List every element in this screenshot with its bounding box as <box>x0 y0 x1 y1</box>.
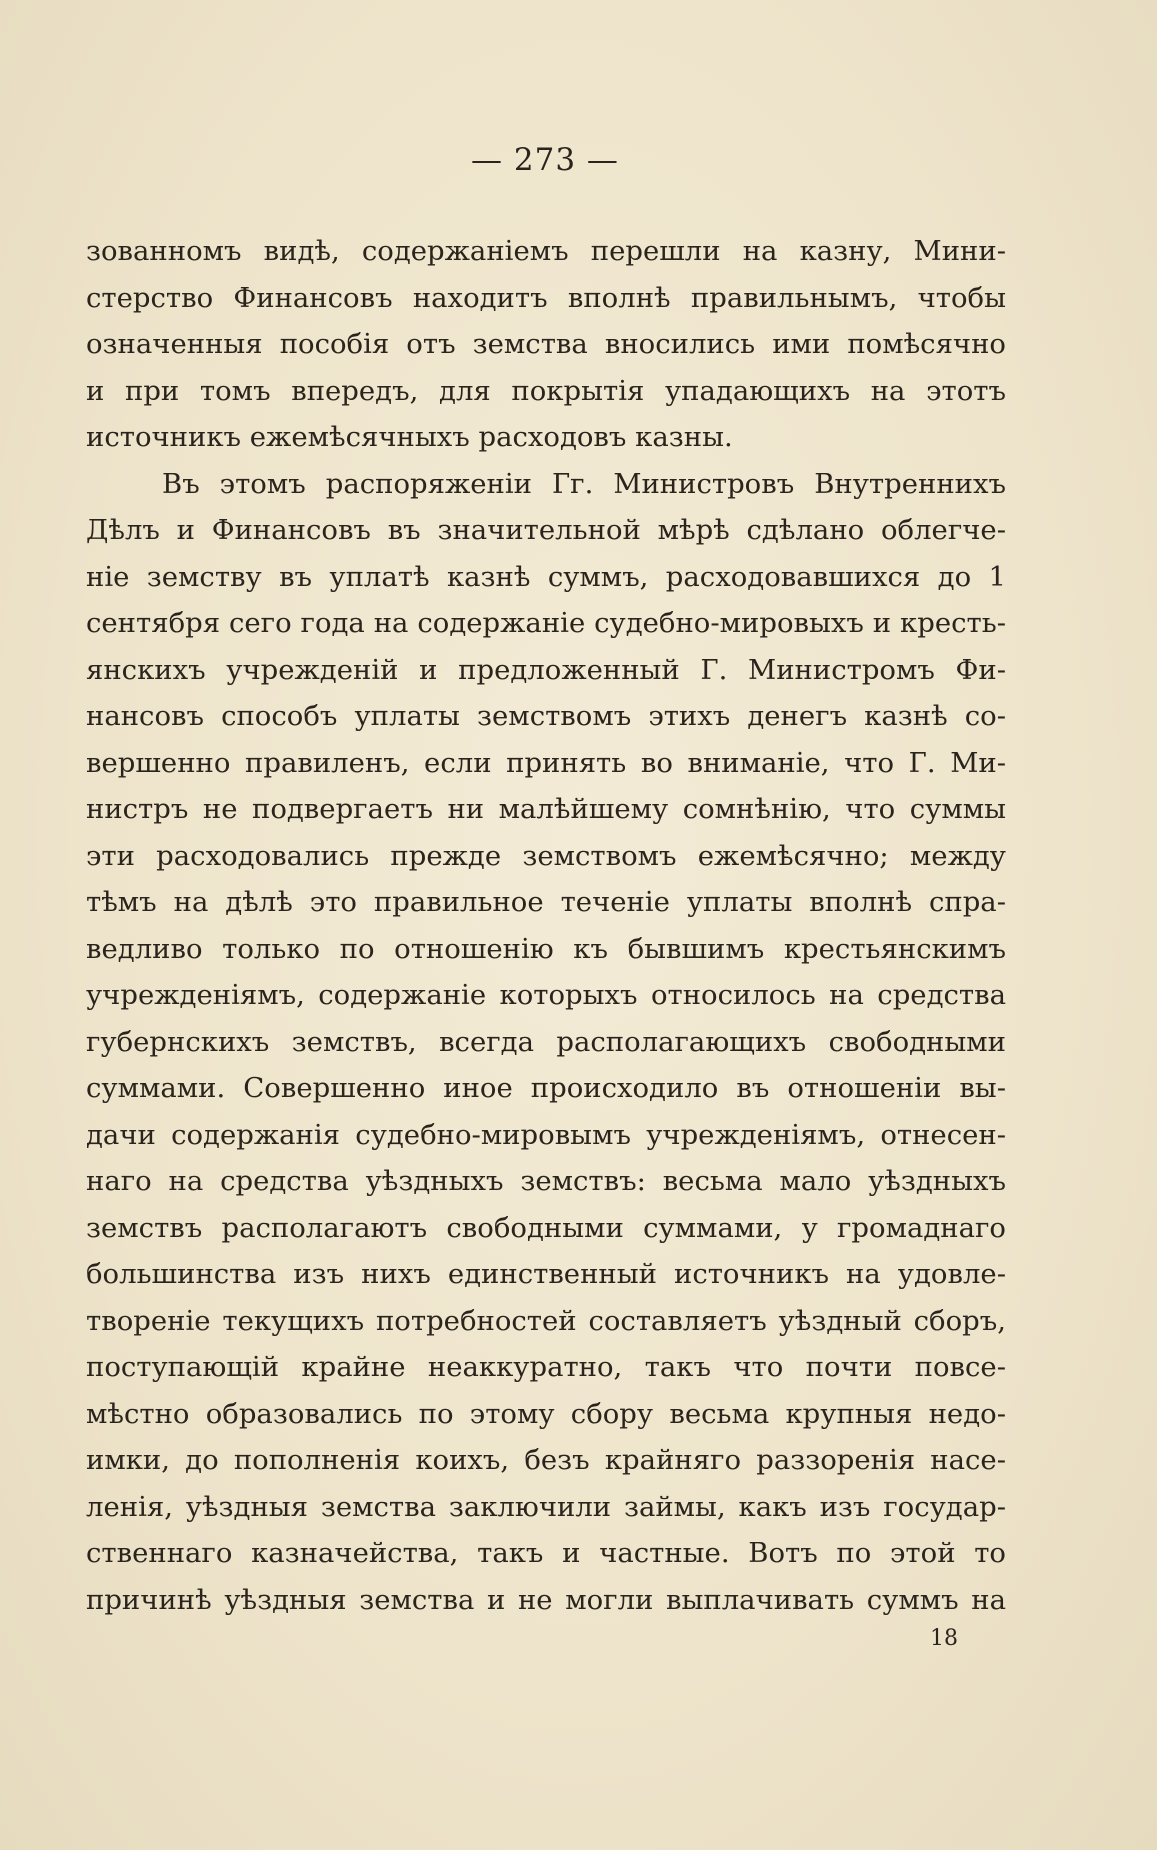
text-line: означенныя пособія отъ земства вносились ими помѣсячно <box>86 328 1006 360</box>
text-line: мѣстно образовались по этому сбору весьма крупныя недо- <box>86 1397 1006 1430</box>
text-line: дачи содержанія судебно-мировымъ учрежденіямъ, отнесен- <box>86 1118 1006 1151</box>
text-line: ленія, уѣздныя земства заключили займы, какъ изъ государ- <box>86 1490 1006 1523</box>
text-line: Дѣлъ и Финансовъ въ значительной мѣрѣ сдѣлано облегче- <box>86 514 1006 546</box>
text-line: ственнаго казначейства, такъ и частные. Вотъ по этой то <box>86 1537 1006 1569</box>
text-line: зованномъ видѣ, содержаніемъ перешли на казну, Мини- <box>86 235 1006 267</box>
text-line: ведливо только по отношенію къ бывшимъ крестьянскимъ <box>86 932 1006 965</box>
text-line: янскихъ учрежденій и предложенный Г. Министромъ Фи- <box>86 653 1006 686</box>
text-line: вершенно правиленъ, если принять во вниманіе, что Г. Ми- <box>86 746 1006 779</box>
text-line: и при томъ впередъ, для покрытія упадающихъ на этотъ <box>86 374 1006 407</box>
text-line: суммами. Совершенно иное происходило въ отношеніи вы- <box>86 1072 1006 1104</box>
page-number: — 273 — <box>471 142 619 178</box>
text-line: сентября сего года на содержаніе судебно-мировыхъ и кресть- <box>86 607 1006 639</box>
signature-mark: 18 <box>930 1626 958 1651</box>
text-line: нансовъ способъ уплаты земствомъ этихъ денегъ казнѣ со- <box>86 700 1006 732</box>
text-line: эти расходовались прежде земствомъ ежемѣсячно; между <box>86 839 1006 872</box>
text-line: источникъ ежемѣсячныхъ расходовъ казны. <box>86 421 733 453</box>
text-line: земствъ располагаютъ свободными суммами, у громаднаго <box>86 1211 1006 1244</box>
text-line: ніе земству въ уплатѣ казнѣ суммъ, расходовавшихся до 1 <box>86 560 1006 593</box>
text-line: стерство Финансовъ находитъ вполнѣ правильнымъ, чтобы <box>86 281 1006 314</box>
text-line: причинѣ уѣздныя земства и не могли выплачивать суммъ на <box>86 1583 1006 1616</box>
text-line: тѣмъ на дѣлѣ это правильное теченіе уплаты вполнѣ спра- <box>86 886 1006 918</box>
text-line: наго на средства уѣздныхъ земствъ: весьма мало уѣздныхъ <box>86 1165 1006 1197</box>
text-line: губернскихъ земствъ, всегда располагающихъ свободными <box>86 1025 1006 1058</box>
text-line: учрежденіямъ, содержаніе которыхъ относилось на средства <box>86 979 1006 1011</box>
text-line: имки, до пополненія коихъ, безъ крайняго раззоренія насе- <box>86 1444 1006 1476</box>
main-text <box>86 228 1006 1623</box>
text-line: большинства изъ нихъ единственный источникъ на удовле- <box>86 1258 1006 1290</box>
text-line: твореніе текущихъ потребностей составляетъ уѣздный сборъ, <box>86 1304 1006 1337</box>
text-line: Въ этомъ распоряженіи Гг. Министровъ Внутреннихъ <box>162 467 1006 500</box>
text-line: поступающій крайне неаккуратно, такъ что почти повсе- <box>86 1351 1006 1383</box>
text-line: нистръ не подвергаетъ ни малѣйшему сомнѣнію, что суммы <box>86 793 1006 825</box>
